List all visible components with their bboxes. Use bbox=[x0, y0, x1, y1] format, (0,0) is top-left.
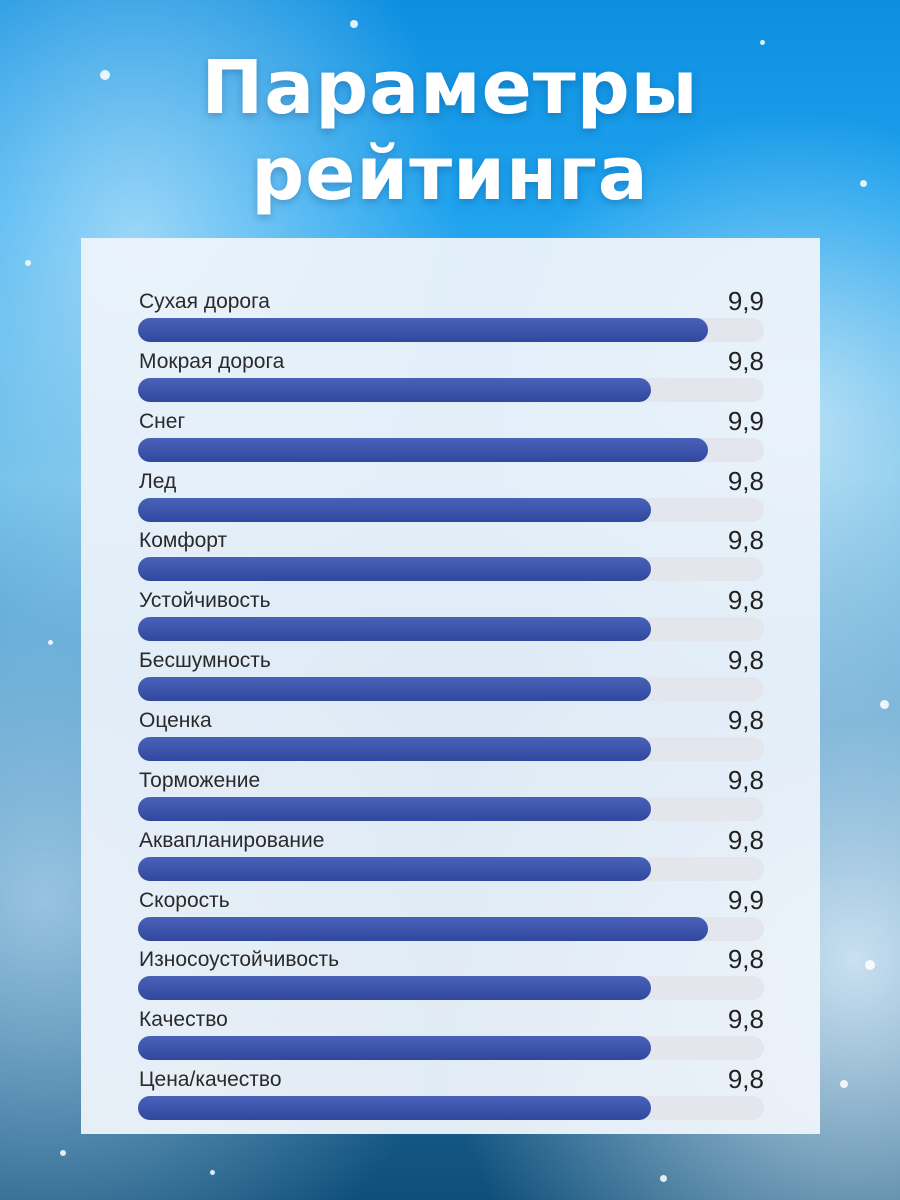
rating-value: 9,8 bbox=[727, 645, 764, 676]
snowflake-decoration bbox=[60, 1150, 66, 1156]
rating-value: 9,8 bbox=[727, 585, 764, 616]
rating-label: Снег bbox=[139, 409, 186, 433]
rating-row bbox=[138, 321, 764, 381]
snowflake-decoration bbox=[840, 1080, 848, 1088]
rating-label: Лед bbox=[139, 469, 177, 493]
rating-value: 9,8 bbox=[727, 1004, 764, 1035]
rating-value: 9,9 bbox=[727, 884, 764, 915]
rating-label: Износоустойчивость bbox=[139, 948, 340, 972]
rating-value: 9,8 bbox=[727, 465, 764, 496]
rating-row bbox=[138, 381, 764, 441]
rating-value: 9,8 bbox=[727, 764, 764, 795]
rating-row bbox=[138, 620, 764, 680]
rating-panel bbox=[81, 238, 820, 1134]
snowflake-decoration bbox=[350, 20, 358, 28]
rating-value: 9,9 bbox=[727, 286, 764, 316]
snowflake-decoration bbox=[880, 700, 889, 709]
rating-row bbox=[138, 500, 764, 560]
rating-label: Бесшумность bbox=[139, 649, 271, 673]
rating-row bbox=[138, 560, 764, 620]
rating-label: Комфорт bbox=[139, 529, 228, 553]
rating-label: Аквапланирование bbox=[139, 828, 325, 852]
rating-label: Качество bbox=[139, 1008, 228, 1032]
rating-row bbox=[138, 441, 764, 501]
rating-row bbox=[138, 919, 764, 979]
rating-row bbox=[138, 680, 764, 740]
rating-value: 9,8 bbox=[727, 704, 764, 735]
rating-row bbox=[138, 979, 764, 1039]
rating-row bbox=[138, 860, 764, 920]
rating-value: 9,8 bbox=[727, 1064, 764, 1095]
rating-row bbox=[138, 800, 764, 860]
rating-bar-track bbox=[138, 1096, 764, 1120]
snowflake-decoration bbox=[865, 960, 875, 970]
snowflake-decoration bbox=[25, 260, 31, 266]
rating-row bbox=[138, 1039, 764, 1099]
page-title bbox=[0, 45, 900, 217]
rating-label: Устойчивость bbox=[139, 589, 271, 613]
rating-row bbox=[138, 740, 764, 800]
page-title-line-2: рейтинга bbox=[251, 131, 649, 217]
rating-label: Сухая дорога bbox=[139, 290, 270, 313]
rating-label: Цена/качество bbox=[139, 1068, 282, 1092]
rating-value: 9,8 bbox=[727, 525, 764, 556]
snowflake-decoration bbox=[660, 1175, 667, 1182]
rating-bar bbox=[138, 1096, 651, 1120]
rating-label: Оценка bbox=[139, 708, 212, 732]
snowflake-decoration bbox=[48, 640, 53, 645]
rating-value: 9,9 bbox=[727, 405, 764, 436]
rating-value: 9,8 bbox=[727, 824, 764, 855]
rating-value: 9,8 bbox=[727, 345, 764, 376]
rating-label: Мокрая дорога bbox=[139, 349, 285, 373]
rating-label: Скорость bbox=[139, 888, 230, 912]
snowflake-decoration bbox=[210, 1170, 215, 1175]
rating-value: 9,8 bbox=[727, 944, 764, 975]
rating-label: Торможение bbox=[139, 768, 261, 792]
page-title-line-1: Параметры bbox=[201, 45, 699, 131]
rating-row bbox=[138, 261, 764, 321]
